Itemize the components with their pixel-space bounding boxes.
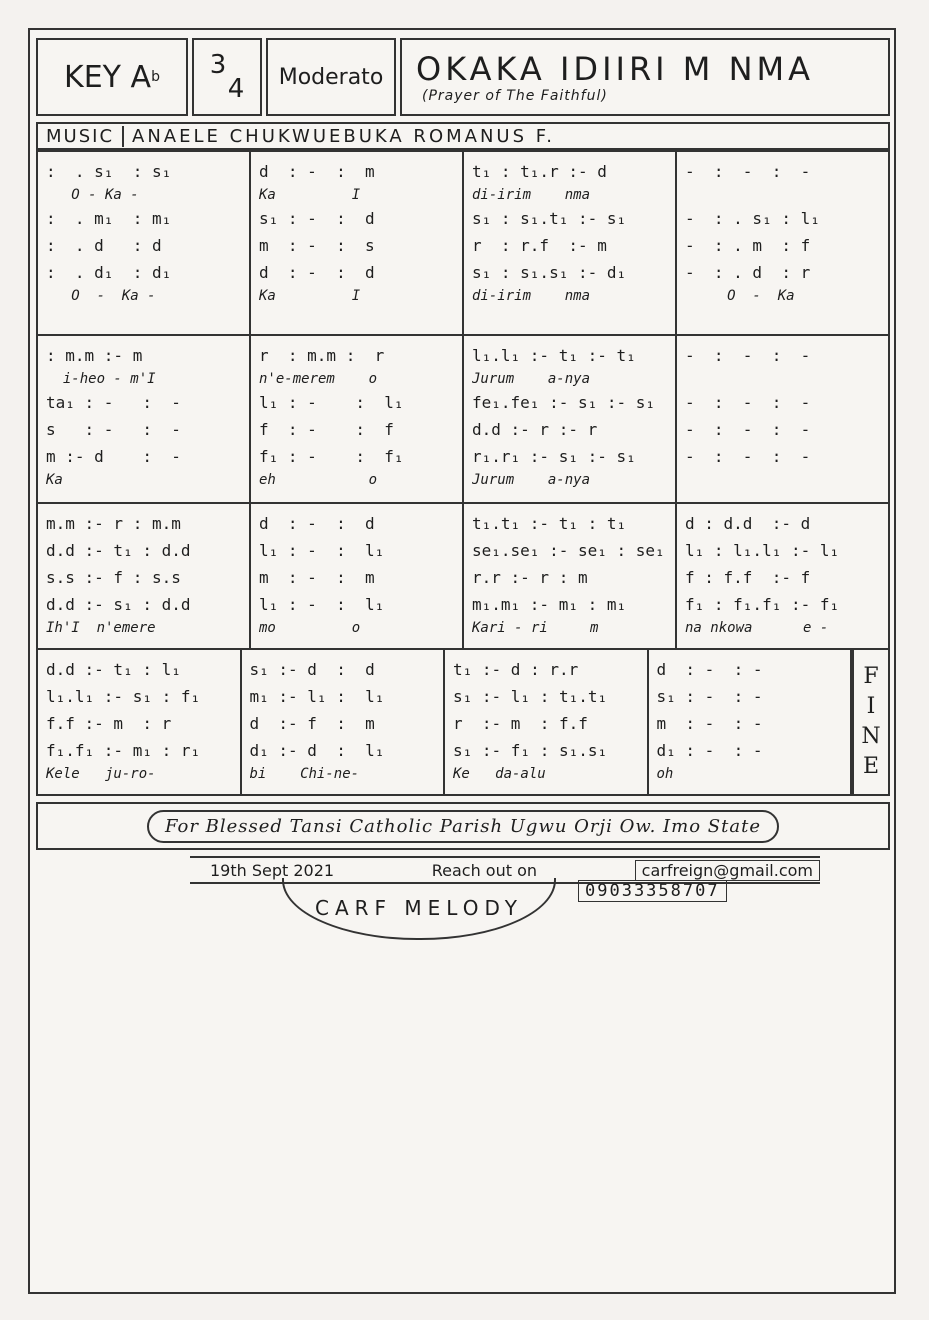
system-4 (36, 650, 890, 796)
soprano-line: m.m :- r : m.m (46, 514, 181, 533)
tenor-line: d :- f : m (249, 714, 375, 733)
fine-letter: N (861, 724, 881, 749)
alto-line: l₁ : l₁.l₁ :- l₁ (685, 541, 840, 560)
lyric-line: Ka (46, 472, 63, 488)
lyric-line: Ka I (259, 288, 361, 304)
soprano-line: d.d :- t₁ : l₁ (46, 660, 181, 679)
lyric-line: Kari - ri m (472, 620, 599, 636)
dedication-banner (36, 802, 890, 850)
fine-letter: I (866, 694, 876, 719)
soprano-line: t₁ : t₁.r :- d (472, 162, 607, 181)
lyric-line: eh o (259, 472, 378, 488)
song-title: OKAKA IDIIRI M NMA (416, 50, 814, 88)
tenor-line: - : - : - (685, 420, 811, 439)
alto-line: d.d :- t₁ : d.d (46, 541, 191, 560)
composer-row (36, 122, 890, 150)
tenor-line: s : - : - (46, 420, 181, 439)
bass-line: - : . d : r (685, 263, 811, 282)
time-bottom: 4 (227, 74, 245, 104)
reach-out-label: Reach out on (431, 860, 538, 880)
lyric-line: di-irim nma (472, 187, 591, 203)
lyric-line: O - Ka - (46, 187, 139, 203)
soprano-line: d : - : m (259, 162, 375, 181)
bass-line: d.d :- s₁ : d.d (46, 595, 191, 614)
contact-phone: 09033358707 (578, 880, 727, 902)
soprano-line: t₁.t₁ :- t₁ : t₁ (472, 514, 627, 533)
soprano-line: l₁.l₁ :- t₁ :- t₁ (472, 346, 636, 365)
bar (677, 504, 888, 648)
bar (38, 152, 251, 334)
system-3 (36, 504, 890, 650)
bass-line: l₁ : - : l₁ (259, 595, 385, 614)
bar (251, 152, 464, 334)
alto-line: s₁ : s₁.t₁ :- s₁ (472, 209, 627, 228)
tenor-line: r.r :- r : m (472, 568, 588, 587)
fine-marking (852, 650, 888, 794)
lyric-line: Kele ju-ro- (46, 766, 156, 782)
bar (38, 336, 251, 502)
alto-line: - : . s₁ : l₁ (685, 209, 820, 228)
soprano-line: t₁ :- d : r.r (453, 660, 579, 679)
bass-line: f₁ : f₁.f₁ :- f₁ (685, 595, 840, 614)
bass-line: r₁.r₁ :- s₁ :- s₁ (472, 447, 636, 466)
tenor-line: - : . m : f (685, 236, 811, 255)
tenor-line: r : r.f :- m (472, 236, 607, 255)
lyric-line: O - Ka (685, 288, 795, 304)
lyric-line: O - Ka - (46, 288, 156, 304)
key-signature (36, 38, 188, 116)
tenor-line: f : f.f :- f (685, 568, 811, 587)
brand-name: CARF MELODY (282, 878, 556, 940)
alto-line: l₁.l₁ :- s₁ : f₁ (46, 687, 201, 706)
bar (677, 152, 888, 334)
bass-line: f₁ : - : f₁ (259, 447, 404, 466)
composition-date: 19th Sept 2021 (210, 860, 335, 880)
dedication-text: For Blessed Tansi Catholic Parish Ugwu Orji Ow. Imo State (147, 810, 779, 843)
lyric-line: Ka I (259, 187, 361, 203)
bass-line: d₁ : - : - (656, 741, 763, 760)
contact-email: carfreign@gmail.com (635, 860, 820, 881)
key-label: KEY A (64, 59, 152, 95)
lyric-line: Ih'I n'emere (46, 620, 156, 636)
tenor-line: s.s :- f : s.s (46, 568, 181, 587)
bar (464, 152, 677, 334)
bass-line: : . d₁ : d₁ (46, 263, 172, 282)
alto-line: se₁.se₁ :- se₁ : se₁ (472, 541, 665, 560)
bass-line: d₁ :- d : l₁ (249, 741, 385, 760)
bass-line: f₁.f₁ :- m₁ : r₁ (46, 741, 201, 760)
soprano-line: d : - : - (656, 660, 763, 679)
fine-letter: E (862, 754, 880, 779)
soprano-line: d : d.d :- d (685, 514, 811, 533)
bar (242, 650, 446, 794)
lyric-line: di-irim nma (472, 288, 591, 304)
lyric-line (685, 185, 882, 205)
lyric-line (685, 470, 882, 490)
tenor-line: m : - : - (656, 714, 763, 733)
bar (251, 504, 464, 648)
alto-line: s₁ :- l₁ : t₁.t₁ (453, 687, 608, 706)
tenor-line: : . d : d (46, 236, 162, 255)
header (36, 38, 890, 118)
tenor-line: m : - : m (259, 568, 375, 587)
song-subtitle: (Prayer of The Faithful) (422, 88, 608, 104)
bass-line: s₁ : s₁.s₁ :- d₁ (472, 263, 627, 282)
lyric-line: mo o (259, 620, 361, 636)
score-body (36, 150, 890, 796)
soprano-line: r : m.m : r (259, 346, 385, 365)
time-signature (192, 38, 262, 116)
bar (464, 336, 677, 502)
lyric-line: Jurum a-nya (472, 472, 591, 488)
bass-line: m :- d : - (46, 447, 181, 466)
bar (445, 650, 649, 794)
score-sheet (28, 28, 896, 1294)
alto-line: l₁ : - : l₁ (259, 541, 385, 560)
alto-line: ta₁ : - : - (46, 393, 181, 412)
tenor-line: m : - : s (259, 236, 375, 255)
composer-name: ANAELE CHUKWUEBUKA ROMANUS F. (132, 125, 555, 147)
lyric-line: n'e-merem o (259, 371, 378, 387)
time-top: 3 (209, 50, 227, 80)
bar (677, 336, 888, 502)
lyric-line: bi Chi-ne- (249, 766, 360, 782)
tempo-marking: Moderato (266, 38, 396, 116)
tenor-line: f.f :- m : r (46, 714, 172, 733)
soprano-line: - : - : - (685, 346, 811, 365)
alto-line: : . m₁ : m₁ (46, 209, 172, 228)
alto-line: l₁ : - : l₁ (259, 393, 404, 412)
soprano-line: d : - : d (259, 514, 375, 533)
lyric-line: na nkowa e - (685, 620, 829, 636)
bar (464, 504, 677, 648)
soprano-line: : m.m :- m (46, 346, 143, 365)
bar (251, 336, 464, 502)
alto-line: - : - : - (685, 393, 811, 412)
bass-line: s₁ :- f₁ : s₁.s₁ (453, 741, 608, 760)
tenor-line: d.d :- r :- r (472, 420, 598, 439)
bar (38, 650, 242, 794)
system-1 (36, 150, 890, 336)
lyric-line: Jurum a-nya (472, 371, 591, 387)
lyric-line: Ke da-alu (453, 766, 546, 782)
title-box (400, 38, 890, 116)
fine-letter: F (863, 664, 879, 689)
bass-line: m₁.m₁ :- m₁ : m₁ (472, 595, 627, 614)
lyric-line: i-heo - m'I (46, 371, 156, 387)
composer-label: MUSIC (38, 126, 124, 147)
lyric-line: oh (656, 766, 674, 782)
tenor-line: r :- m : f.f (453, 714, 588, 733)
alto-line: m₁ :- l₁ : l₁ (249, 687, 385, 706)
alto-line: s₁ : - : - (656, 687, 763, 706)
tenor-line: f : - : f (259, 420, 394, 439)
key-flat: b (151, 69, 160, 85)
bass-line: d : - : d (259, 263, 375, 282)
bar (649, 650, 853, 794)
alto-line: s₁ : - : d (259, 209, 375, 228)
soprano-line: s₁ :- d : d (249, 660, 375, 679)
soprano-line: : . s₁ : s₁ (46, 162, 172, 181)
lyric-line (685, 369, 882, 389)
bass-line: - : - : - (685, 447, 811, 466)
bar (38, 504, 251, 648)
system-2 (36, 336, 890, 504)
alto-line: fe₁.fe₁ :- s₁ :- s₁ (472, 393, 656, 412)
soprano-line: - : - : - (685, 162, 811, 181)
